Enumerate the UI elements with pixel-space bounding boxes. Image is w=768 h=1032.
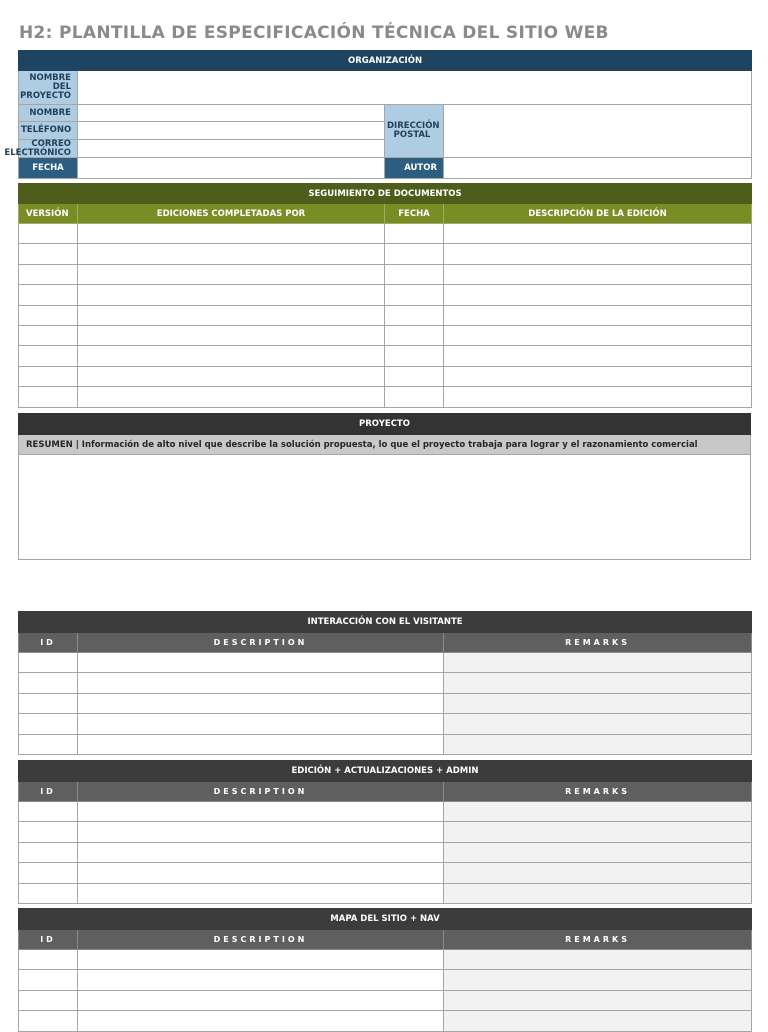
remarks-cell[interactable] [444,714,752,734]
date-label: FECHA [19,158,78,179]
date-cell[interactable] [385,346,444,366]
table-row [19,1011,752,1031]
project-header: PROYECTO [19,414,751,435]
section-col-description: DESCRIPTION [78,782,444,802]
tracking-rows [19,224,752,408]
tracking-table [18,183,752,408]
table-row [19,990,752,1010]
edited-by-cell[interactable] [78,366,385,386]
sitemap-nav-header: MAPA DEL SITIO + NAV [19,909,752,930]
edit-description-cell[interactable] [444,305,752,325]
visitor-interaction-header: INTERACCIÓN CON EL VISITANTE [19,612,752,633]
remarks-cell[interactable] [444,950,752,970]
edit-description-cell[interactable] [444,346,752,366]
sitemap-nav-table [18,908,752,1032]
description-cell[interactable] [78,950,444,970]
date-cell[interactable] [385,325,444,345]
table-row [19,822,752,842]
tracking-row [19,264,752,284]
id-cell[interactable] [19,883,78,903]
remarks-cell[interactable] [444,863,752,883]
description-cell[interactable] [78,842,444,862]
date-cell[interactable] [385,224,444,244]
description-cell[interactable] [78,653,444,673]
description-cell[interactable] [78,714,444,734]
project-summary: RESUMEN | Información de alto nivel que describe la solución propuesta, lo que el proyecto trabaja para lograr y el razonamiento comercial [19,435,751,455]
description-cell[interactable] [78,883,444,903]
tracking-row [19,346,752,366]
name-label: NOMBRE [19,105,78,122]
organization-table [4,50,752,179]
tracking-header: SEGUIMIENTO DE DOCUMENTOS [19,184,752,204]
section-col-id: ID [19,633,78,653]
tracking-row [19,325,752,345]
section-col-remarks: REMARKS [444,782,752,802]
document-title: H2: PLANTILLA DE ESPECIFICACIÓN TÉCNICA DEL SITIO WEB [19,23,609,43]
table-row [19,714,752,734]
version-cell[interactable] [19,285,78,305]
remarks-cell[interactable] [444,990,752,1010]
email-label [4,138,78,158]
edited-by-cell[interactable] [78,305,385,325]
author-field[interactable] [444,158,752,179]
edited-by-cell[interactable] [78,387,385,407]
edit-description-cell[interactable] [444,387,752,407]
phone-field[interactable] [78,122,385,140]
sitemap-nav-rows [19,950,752,1032]
tracking-row [19,387,752,407]
edited-by-cell[interactable] [78,224,385,244]
address-field[interactable] [444,105,752,158]
remarks-cell[interactable] [444,1011,752,1031]
tracking-col-version: VERSIÓN [19,204,78,224]
description-cell[interactable] [78,822,444,842]
tracking-row [19,244,752,264]
visitor-interaction-rows [19,653,752,755]
table-row [19,970,752,990]
description-cell[interactable] [78,1011,444,1031]
editing-admin-table [18,760,752,904]
section-col-remarks: REMARKS [444,930,752,950]
version-cell[interactable] [19,325,78,345]
table-row [19,802,752,822]
date-cell[interactable] [385,305,444,325]
tracking-row [19,224,752,244]
date-cell[interactable] [385,244,444,264]
tracking-col-description: DESCRIPCIÓN DE LA EDICIÓN [444,204,752,224]
description-cell[interactable] [78,863,444,883]
date-field[interactable] [78,158,385,179]
edited-by-cell[interactable] [78,325,385,345]
edit-description-cell[interactable] [444,285,752,305]
edited-by-cell[interactable] [78,244,385,264]
organization-header: ORGANIZACIÓN [19,51,752,71]
id-cell[interactable] [19,714,78,734]
id-cell[interactable] [19,1011,78,1031]
email-label-text: CORREO ELECTRÓNICO [4,138,71,158]
editing-admin-rows [19,802,752,904]
remarks-cell[interactable] [444,970,752,990]
edited-by-cell[interactable] [78,346,385,366]
edit-description-cell[interactable] [444,224,752,244]
table-row [19,950,752,970]
edit-description-cell[interactable] [444,244,752,264]
id-cell[interactable] [19,842,78,862]
id-cell[interactable] [19,802,78,822]
author-label: AUTOR [385,158,444,179]
id-cell[interactable] [19,990,78,1010]
table-row [19,883,752,903]
remarks-cell[interactable] [444,842,752,862]
section-col-id: ID [19,930,78,950]
project-name-label-text: NOMBRE DEL PROYECTO [20,73,71,101]
tracking-row [19,305,752,325]
edit-description-cell[interactable] [444,325,752,345]
table-row [19,842,752,862]
id-cell[interactable] [19,693,78,713]
description-cell[interactable] [78,734,444,754]
address-label [385,105,444,158]
remarks-cell[interactable] [444,822,752,842]
version-cell[interactable] [19,244,78,264]
version-cell[interactable] [19,264,78,284]
project-name-label [19,71,78,105]
id-cell[interactable] [19,734,78,754]
editing-admin-header: EDICIÓN + ACTUALIZACIONES + ADMIN [19,761,752,782]
id-cell[interactable] [19,950,78,970]
date-cell[interactable] [385,285,444,305]
description-cell[interactable] [78,970,444,990]
table-row [19,863,752,883]
table-row [19,734,752,754]
remarks-cell[interactable] [444,673,752,693]
phone-label: TELÉFONO [19,122,78,140]
section-col-remarks: REMARKS [444,633,752,653]
version-cell[interactable] [19,387,78,407]
id-cell[interactable] [19,970,78,990]
section-col-id: ID [19,782,78,802]
version-cell[interactable] [19,346,78,366]
remarks-cell[interactable] [444,693,752,713]
remarks-cell[interactable] [444,883,752,903]
section-col-description: DESCRIPTION [78,633,444,653]
date-cell[interactable] [385,264,444,284]
address-label-text: DIRECCIÓN POSTAL [387,121,440,140]
edit-description-cell[interactable] [444,366,752,386]
table-row [19,673,752,693]
email-field[interactable] [78,140,385,158]
name-field[interactable] [78,105,385,122]
tracking-row [19,366,752,386]
date-cell[interactable] [385,366,444,386]
visitor-interaction-table [18,611,752,755]
version-cell[interactable] [19,224,78,244]
id-cell[interactable] [19,673,78,693]
table-row [19,693,752,713]
description-cell[interactable] [78,673,444,693]
version-cell[interactable] [19,305,78,325]
tracking-row [19,285,752,305]
table-row [19,653,752,673]
id-cell[interactable] [19,863,78,883]
tracking-col-edited-by: EDICIONES COMPLETADAS POR [78,204,385,224]
section-col-description: DESCRIPTION [78,930,444,950]
description-cell[interactable] [78,990,444,1010]
project-summary-field[interactable] [19,455,751,560]
remarks-cell[interactable] [444,802,752,822]
description-cell[interactable] [78,802,444,822]
tracking-col-date: FECHA [385,204,444,224]
remarks-cell[interactable] [444,734,752,754]
version-cell[interactable] [19,366,78,386]
description-cell[interactable] [78,693,444,713]
edited-by-cell[interactable] [78,264,385,284]
id-cell[interactable] [19,653,78,673]
id-cell[interactable] [19,822,78,842]
project-name-field[interactable] [78,71,752,105]
date-cell[interactable] [385,387,444,407]
remarks-cell[interactable] [444,653,752,673]
edit-description-cell[interactable] [444,264,752,284]
project-table [18,413,751,560]
edited-by-cell[interactable] [78,285,385,305]
